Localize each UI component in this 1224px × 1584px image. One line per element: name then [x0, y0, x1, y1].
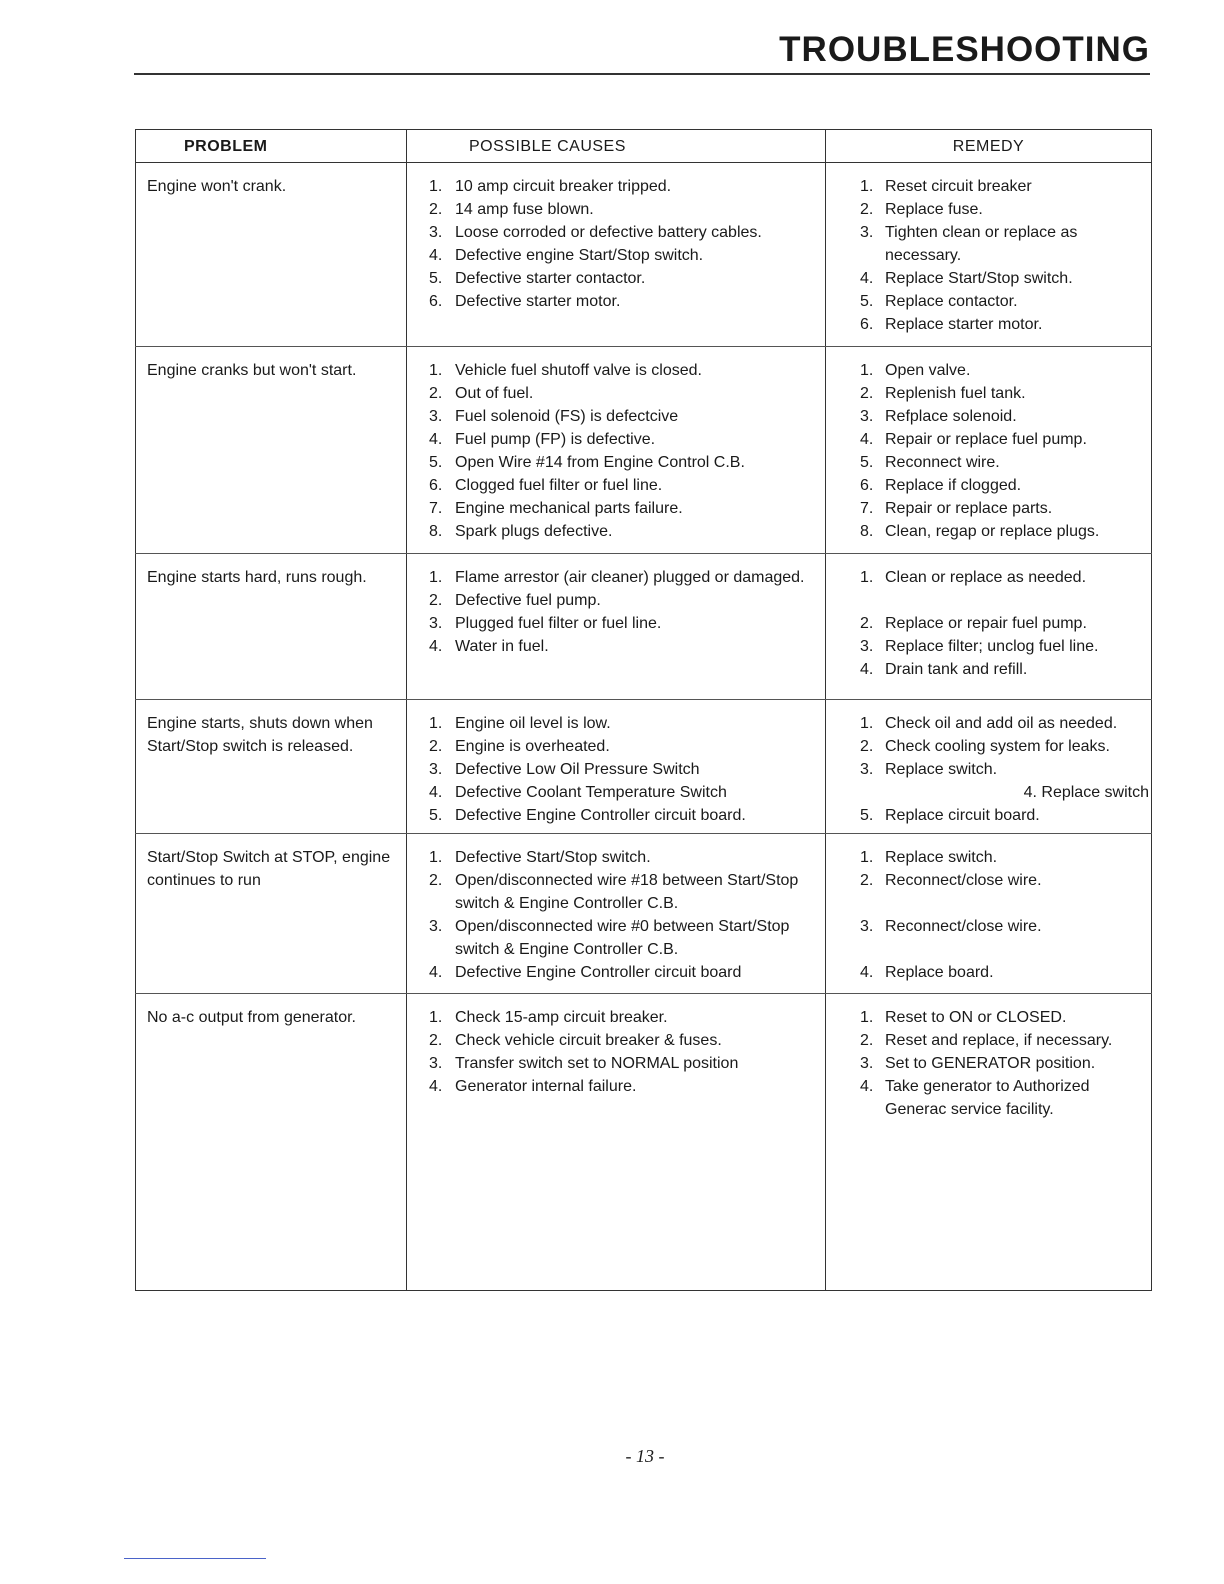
problem-cell: Start/Stop Switch at STOP, engine continues to run [136, 834, 407, 994]
remedy-list [826, 846, 1151, 984]
list-item: 4. Replace board. [860, 964, 994, 981]
causes-list [407, 846, 825, 984]
list-item: 4. Replace switch [1023, 784, 1149, 801]
causes-list [407, 175, 825, 313]
table-row [136, 834, 1152, 994]
list-item: 1. Clean or replace as needed. [860, 569, 1087, 586]
list-item: 2. Check vehicle circuit breaker & fuses. [429, 1032, 722, 1049]
remedy-cell [826, 554, 1152, 700]
list-item: 4. Generator internal failure. [429, 1078, 637, 1095]
list-item: 8. Spark plugs defective. [429, 523, 613, 540]
remedy-cell [826, 700, 1152, 834]
list-item: 4. Take generator to Authorized Generac service facility. [860, 1078, 1090, 1118]
list-item: 2. Engine is overheated. [429, 738, 610, 755]
list-item: 1. Replace switch. [860, 849, 998, 866]
list-item: 6. Replace if clogged. [860, 477, 1022, 494]
title-rule [134, 73, 1150, 75]
list-item: 5. Replace contactor. [860, 293, 1018, 310]
list-item: 8. Clean, regap or replace plugs. [860, 523, 1100, 540]
remedy-list [826, 566, 1151, 681]
troubleshooting-table [135, 129, 1152, 1291]
remedy-list [826, 712, 1151, 827]
list-item [826, 938, 1151, 961]
list-item: 2. Open/disconnected wire #18 between Start/Stop switch & Engine Controller C.B. [429, 872, 799, 912]
header-possible-causes: POSSIBLE CAUSES [407, 130, 826, 163]
list-item: 2. Reset and replace, if necessary. [860, 1032, 1113, 1049]
list-item: 3. Open/disconnected wire #0 between Start/Stop switch & Engine Controller C.B. [429, 918, 790, 958]
list-item: 2. Replace fuse. [860, 201, 983, 218]
list-item: 5. Replace circuit board. [860, 807, 1040, 824]
list-item: 2. Out of fuel. [429, 385, 534, 402]
list-item: 5. Reconnect wire. [860, 454, 1000, 471]
list-item: 3. Reconnect/close wire. [860, 918, 1042, 935]
list-item: 1. Engine oil level is low. [429, 715, 611, 732]
list-item: 1. Vehicle fuel shutoff valve is closed. [429, 362, 702, 379]
list-item: 4. Fuel pump (FP) is defective. [429, 431, 656, 448]
list-item: 4. Defective engine Start/Stop switch. [429, 247, 704, 264]
problem-cell: Engine starts, shuts down when Start/Stop switch is released. [136, 700, 407, 834]
problem-cell: Engine starts hard, runs rough. [136, 554, 407, 700]
table-row [136, 347, 1152, 554]
list-item: 4. Drain tank and refill. [860, 661, 1028, 678]
list-item: 3. Loose corroded or defective battery cables. [429, 224, 762, 241]
list-item: 3. Refplace solenoid. [860, 408, 1017, 425]
page-number: - 13 - [625, 1446, 665, 1466]
causes-list [407, 566, 825, 658]
causes-list [407, 359, 825, 543]
list-item: 6. Replace starter motor. [860, 316, 1043, 333]
table-row [136, 554, 1152, 700]
table-header-row [136, 130, 1152, 163]
list-item: 3. Set to GENERATOR position. [860, 1055, 1096, 1072]
remedy-cell [826, 994, 1152, 1291]
remedy-list [826, 1006, 1151, 1121]
causes-cell [407, 994, 826, 1291]
remedy-list [826, 175, 1151, 336]
list-item: 1. Check 15-amp circuit breaker. [429, 1009, 668, 1026]
list-item: 3. Tighten clean or replace as necessary. [860, 224, 1078, 264]
list-item: 4. Repair or replace fuel pump. [860, 431, 1087, 448]
list-item [826, 892, 1151, 915]
list-item: 1. 10 amp circuit breaker tripped. [429, 178, 672, 195]
remedy-cell [826, 347, 1152, 554]
remedy-cell [826, 163, 1152, 347]
causes-list [407, 712, 825, 827]
list-item: 3. Fuel solenoid (FS) is defectcive [429, 408, 679, 425]
list-item: 4. Defective Engine Controller circuit board [429, 964, 742, 981]
header-remedy: REMEDY [826, 130, 1152, 163]
list-item: 5. Defective starter contactor. [429, 270, 646, 287]
list-item [826, 589, 1151, 612]
list-item: 2. Check cooling system for leaks. [860, 738, 1110, 755]
list-item: 1. Reset to ON or CLOSED. [860, 1009, 1067, 1026]
causes-cell [407, 700, 826, 834]
list-item: 3. Plugged fuel filter or fuel line. [429, 615, 662, 632]
causes-cell [407, 834, 826, 994]
table-row [136, 163, 1152, 347]
list-item: 1. Check oil and add oil as needed. [860, 715, 1118, 732]
list-item: 7. Repair or replace parts. [860, 500, 1053, 517]
list-item: 6. Clogged fuel filter or fuel line. [429, 477, 663, 494]
list-item: 2. 14 amp fuse blown. [429, 201, 594, 218]
list-item: 3. Transfer switch set to NORMAL position [429, 1055, 739, 1072]
list-item: 6. Defective starter motor. [429, 293, 621, 310]
list-item: 5. Open Wire #14 from Engine Control C.B. [429, 454, 745, 471]
list-item: 2. Defective fuel pump. [429, 592, 601, 609]
table-row [136, 700, 1152, 834]
list-item: 3. Defective Low Oil Pressure Switch [429, 761, 700, 778]
causes-list [407, 1006, 825, 1098]
header-problem: PROBLEM [136, 130, 407, 163]
list-item: 7. Engine mechanical parts failure. [429, 500, 683, 517]
page-title: TROUBLESHOOTING [779, 30, 1150, 69]
list-item: 4. Replace Start/Stop switch. [860, 270, 1073, 287]
footer-link-line [124, 1558, 266, 1559]
remedy-cell [826, 834, 1152, 994]
table-row [136, 994, 1152, 1291]
list-item: 1. Open valve. [860, 362, 971, 379]
list-item: 1. Flame arrestor (air cleaner) plugged or damaged. [429, 569, 805, 586]
problem-cell: Engine cranks but won't start. [136, 347, 407, 554]
list-item: 5. Defective Engine Controller circuit board. [429, 807, 746, 824]
problem-cell: No a-c output from generator. [136, 994, 407, 1291]
causes-cell [407, 347, 826, 554]
problem-cell: Engine won't crank. [136, 163, 407, 347]
list-item: 2. Reconnect/close wire. [860, 872, 1042, 889]
list-item: 3. Replace switch. [860, 761, 998, 778]
causes-cell [407, 554, 826, 700]
list-item: 2. Replace or repair fuel pump. [860, 615, 1087, 632]
remedy-list [826, 359, 1151, 543]
list-item: 1. Reset circuit breaker [860, 178, 1032, 195]
list-item: 4. Water in fuel. [429, 638, 549, 655]
list-item: 3. Replace filter; unclog fuel line. [860, 638, 1099, 655]
causes-cell [407, 163, 826, 347]
list-item: 1. Defective Start/Stop switch. [429, 849, 651, 866]
list-item: 2. Replenish fuel tank. [860, 385, 1026, 402]
list-item: 4. Defective Coolant Temperature Switch [429, 784, 727, 801]
